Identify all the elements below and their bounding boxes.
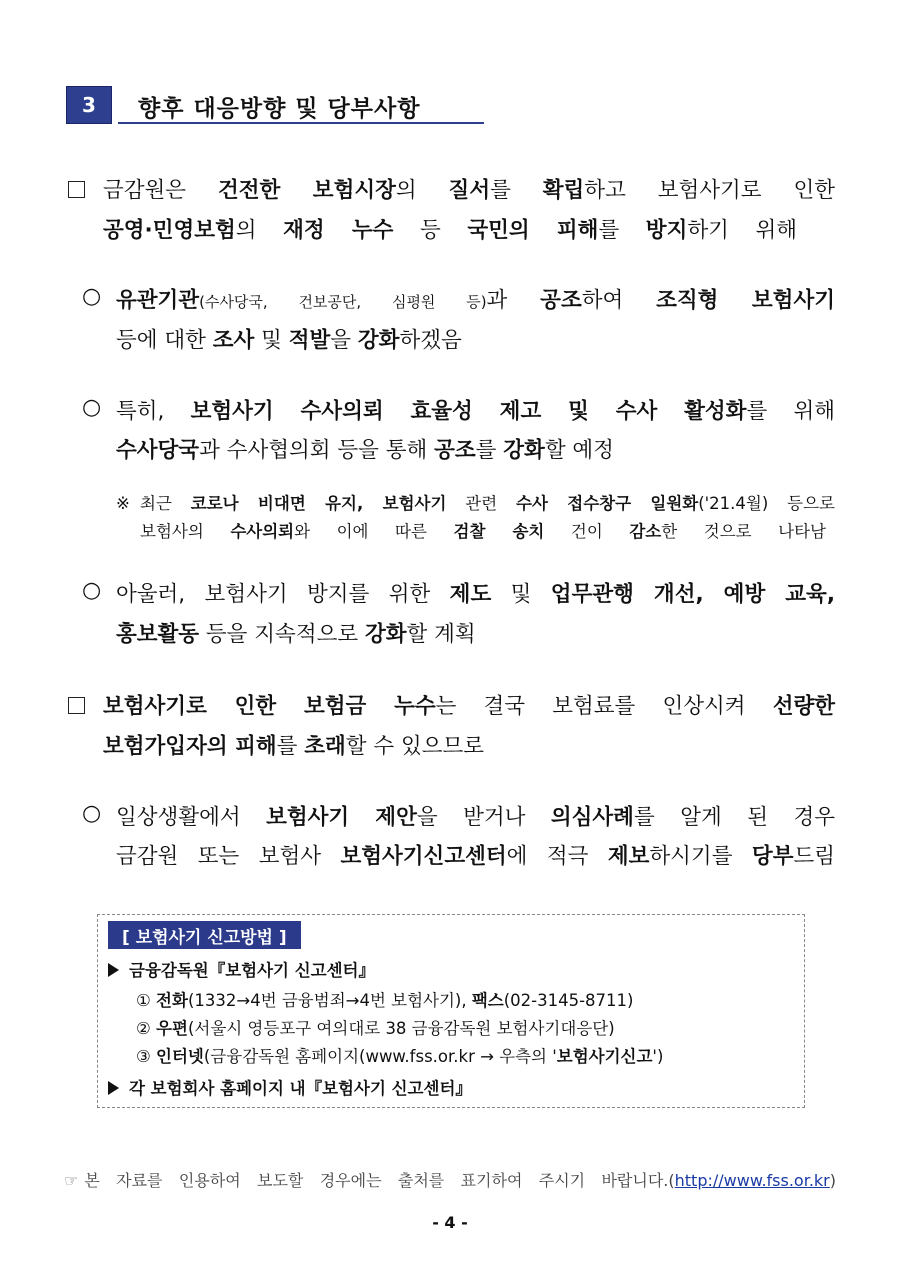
circle-bullet-icon: ○ bbox=[82, 578, 102, 603]
report-method-tag: [ 보험사기 신고방법 ] bbox=[108, 921, 301, 949]
bold-text-run: 공조 bbox=[434, 438, 476, 463]
text-run: 할 예정 bbox=[544, 438, 614, 463]
paragraph-1-line-1 bbox=[103, 176, 835, 206]
pointing-hand-icon: ☞ bbox=[64, 1171, 79, 1190]
section-title: 향후 대응방향 및 당부사항 bbox=[138, 96, 421, 122]
text-run: 등 bbox=[393, 218, 468, 243]
text-run: 와 이에 따른 bbox=[294, 522, 454, 541]
bold-text-run: 전화 bbox=[156, 991, 188, 1010]
info-row-internet bbox=[136, 1045, 663, 1069]
paragraph-2a-line-1 bbox=[116, 803, 835, 833]
paragraph-2-line-2 bbox=[103, 732, 484, 762]
bold-text-run: 제보 bbox=[607, 844, 650, 869]
text-run: 를 위해 bbox=[746, 399, 835, 424]
text-run: ('21.4월) 등으로 bbox=[698, 494, 835, 513]
info-heading-fss: 금융감독원『보험사기 신고센터』 bbox=[108, 959, 375, 983]
bold-text-run: 홍보활동 bbox=[116, 622, 200, 647]
text-run: 의 bbox=[235, 218, 284, 243]
triangle-bullet-icon bbox=[108, 963, 119, 977]
bold-text-run: 강화 bbox=[503, 438, 545, 463]
square-bullet-icon bbox=[68, 697, 85, 714]
text-run: 할 계획 bbox=[406, 622, 476, 647]
bold-text-run: 보험사기로 인한 보험금 누수 bbox=[103, 694, 436, 719]
note-line-1 bbox=[140, 492, 835, 516]
bold-text-run: 코로나 비대면 유지, 보험사기 bbox=[190, 494, 447, 513]
square-bullet-icon bbox=[68, 181, 85, 198]
bold-text-run: 수사 접수창구 일원화 bbox=[516, 494, 699, 513]
bold-text-run: 방지 bbox=[645, 218, 688, 243]
paragraph-1-line-2 bbox=[103, 216, 797, 246]
bold-text-run: 초래 bbox=[304, 734, 346, 759]
text-run: 드림 bbox=[793, 844, 836, 869]
bold-text-run: 보험사기신고센터 bbox=[340, 844, 507, 869]
text-run: 아울러, 보험사기 방지를 위한 bbox=[116, 582, 450, 607]
info-row-phone-fax bbox=[136, 989, 633, 1013]
text-run: (서울시 영등포구 여의대로 38 금융감독원 보험사기대응단) bbox=[187, 1019, 615, 1038]
info-heading-insurers: 각 보험회사 홈페이지 내『보험사기 신고센터』 bbox=[108, 1077, 472, 1101]
info-row-mail bbox=[136, 1017, 615, 1041]
bold-text-run: 재정 누수 bbox=[283, 218, 394, 243]
bold-text-run: 건전한 보험시장 bbox=[217, 178, 396, 203]
text-run: 을 bbox=[330, 328, 358, 353]
paragraph-1b-line-1 bbox=[116, 397, 835, 427]
text-run: 금감원 또는 보험사 bbox=[116, 844, 341, 869]
fss-website-link[interactable]: http://www.fss.or.kr bbox=[674, 1171, 830, 1190]
bold-text-run: 보험사기 수사의뢰 효율성 제고 및 수사 활성화 bbox=[190, 399, 747, 424]
section-header bbox=[66, 86, 484, 126]
bold-text-run: 국민의 피해 bbox=[467, 218, 599, 243]
bold-text-run: 우편 bbox=[156, 1019, 188, 1038]
bold-text-run: 보험가입자의 피해 bbox=[103, 734, 277, 759]
text-run: 금감원은 bbox=[103, 178, 218, 203]
text-run: 및 bbox=[254, 328, 289, 353]
note-line-2 bbox=[140, 520, 826, 544]
text-run: 을 받거나 bbox=[416, 805, 551, 830]
paragraph-1c-line-1 bbox=[116, 580, 835, 610]
section-number-badge: 3 bbox=[66, 86, 112, 124]
bold-text-run: 당부 bbox=[751, 844, 794, 869]
bold-text-run: 수사당국 bbox=[116, 438, 200, 463]
bold-text-run: 보험사기신고 bbox=[556, 1047, 653, 1066]
text-run: (1332→4번 금융범죄→4번 보험사기), bbox=[187, 991, 472, 1010]
bold-text-run: 수사의뢰 bbox=[230, 522, 295, 541]
circle-bullet-icon: ○ bbox=[82, 284, 102, 309]
text-run: (02-3145-8711) bbox=[503, 991, 634, 1010]
bold-text-run: 인터넷 bbox=[156, 1047, 204, 1066]
bold-text-run: 보험사기 제안 bbox=[266, 805, 417, 830]
text-run: 하고 보험사기로 인한 bbox=[584, 178, 835, 203]
text-run: 를 bbox=[475, 438, 504, 463]
note-mark: ※ bbox=[116, 494, 130, 513]
text-run: 일상생활에서 bbox=[116, 805, 267, 830]
bold-text-run: 공영·민영보험 bbox=[103, 218, 236, 243]
text-run: 를 bbox=[598, 218, 646, 243]
paragraph-1c-line-2 bbox=[116, 620, 476, 650]
text-run: 특히, bbox=[116, 399, 191, 424]
circle-bullet-icon: ○ bbox=[82, 801, 102, 826]
text-run: 를 bbox=[276, 734, 305, 759]
text-run: 를 알게 된 경우 bbox=[633, 805, 835, 830]
paragraph-2-line-1 bbox=[103, 692, 835, 722]
paragraph-1a-line-1: 유관기관(수사당국, 건보공단, 심평원 등)과 공조하여 조직형 보험사기 bbox=[116, 288, 835, 313]
paragraph-1a-line-2 bbox=[116, 326, 462, 356]
text-run: 에 적극 bbox=[506, 844, 608, 869]
bold-text-run: 강화 bbox=[357, 328, 400, 353]
text-run: 하시기를 bbox=[649, 844, 752, 869]
bold-text-run: 의심사례 bbox=[550, 805, 634, 830]
text-run: 관련 bbox=[446, 494, 517, 513]
text-run: (금융감독원 홈페이지(www.fss.or.kr → 우측의 ' bbox=[203, 1047, 557, 1066]
text-run: 의 bbox=[395, 178, 449, 203]
bold-text-run: 업무관행 개선, 예방 교육, bbox=[550, 582, 835, 607]
bold-text-run: 감소 bbox=[629, 522, 662, 541]
bold-text-run: 적발 bbox=[288, 328, 331, 353]
page-number: - 4 - bbox=[432, 1213, 468, 1232]
text-run: ② bbox=[136, 1019, 157, 1038]
bold-text-run: 제도 bbox=[449, 582, 492, 607]
triangle-bullet-icon bbox=[108, 1081, 119, 1095]
text-run: 는 결국 보험료를 인상시켜 bbox=[435, 694, 773, 719]
bold-text-run: 팩스 bbox=[471, 991, 504, 1010]
report-method-box bbox=[97, 914, 805, 1108]
text-run: ③ bbox=[136, 1047, 157, 1066]
text-run: 한 것으로 나타남 bbox=[661, 522, 826, 541]
text-run: 하기 위해 bbox=[687, 218, 797, 243]
circle-bullet-icon: ○ bbox=[82, 395, 102, 420]
bold-text-run: 질서 bbox=[448, 178, 491, 203]
paragraph-2a-line-2 bbox=[116, 842, 835, 872]
citation-notice: ☞ 본 자료를 인용하여 보도할 경우에는 출처를 표기하여 주시기 바랍니다.(http://www.fss.or.kr) bbox=[64, 1171, 836, 1190]
bold-text-run: 조사 bbox=[212, 328, 255, 353]
text-run: 및 bbox=[491, 582, 551, 607]
bold-text-run: 검찰 송치 bbox=[453, 522, 545, 541]
text-run: 를 bbox=[490, 178, 543, 203]
text-run: ') bbox=[652, 1047, 664, 1066]
text-run: 보험사의 bbox=[140, 522, 231, 541]
bold-text-run: 선량한 bbox=[772, 694, 835, 719]
text-run: 과 수사협의회 등을 통해 bbox=[199, 438, 435, 463]
text-run: ① bbox=[136, 991, 157, 1010]
bold-text-run: 강화 bbox=[364, 622, 407, 647]
text-run: 최근 bbox=[140, 494, 191, 513]
paragraph-1b-line-2 bbox=[116, 436, 614, 466]
section-underline bbox=[118, 122, 484, 124]
text-run: 건이 bbox=[544, 522, 630, 541]
text-run: 하겠음 bbox=[399, 328, 462, 353]
bold-text-run: 확립 bbox=[542, 178, 585, 203]
text-run: 할 수 있으므로 bbox=[345, 734, 485, 759]
text-run: 등을 지속적으로 bbox=[199, 622, 365, 647]
text-run: 등에 대한 bbox=[116, 328, 213, 353]
